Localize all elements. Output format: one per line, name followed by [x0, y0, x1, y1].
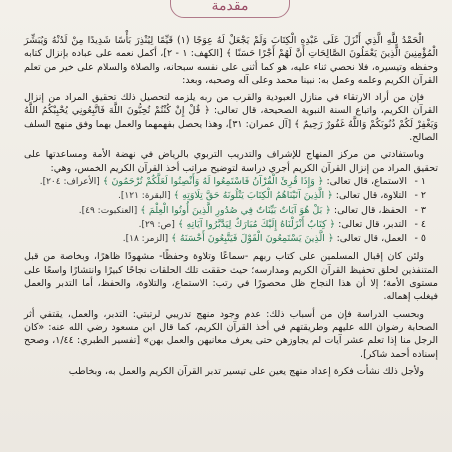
- opening-paragraph: الْحَمْدُ لِلَّهِ الَّذِي أَنْزَلَ عَلَى عَبْدِهِ الْكِتَابَ وَلَمْ يَجْعَلْ لَهُ عِوَجًا (١) قَيِّمًا لِيُنْذِرَ بَأْسًا شَدِيدًا مِنْ لَدُنْهُ وَيُبَشِّرَ الْمُؤْمِنِينَ الَّذِينَ يَعْمَلُونَ الصَّالِحَاتِ أَنَّ لَهُمْ أَجْرًا حَسَنًا ﴾ [الكهف: ١ - ٢]، أكمل نعمه على عباده بإنزال كتابه وحفظه وتيسيره، فلا نحصي ثناء عليه، هو كما أثنى على نفسه سبحانه، والصلاة والسلام على خير من تعلم القرآن الكريم وعلمه وعمل به: نبينا محمد وعلى آله وصحبه، وبعد:: [24, 35, 439, 86]
- chapter-title: مقدمة: [211, 0, 249, 14]
- list-item: ٢ - التلاوة، قال تعالى: ﴿ الَّذِينَ آتَيْنَاهُمُ الْكِتَابَ يَتْلُونَهُ حَقَّ تِلَاوَتِهِ ﴾ [البقرة: ١٢١].: [118, 190, 426, 202]
- paragraph-4: ولئن كان إقبال المسلمين على كتاب ربهم -سماعًا وتلاوة وحفظًا- مشهودًا ظاهرًا، وبخاصة من قبل المتنفذين لحلق تحفيظ القرآن الكريم ومدارسه؛ حيث حققت تلك الحلقات نجاحًا كبيرًا وانتشارًا واسعًا على مستوى الأمة؛ إلا أن هذا النجاح ظل محصورًا في رتب: الاستماع، والتلاوة، والحفظ، أما التدبر والعمل فيغلب إهماله.: [24, 251, 438, 303]
- paragraph-2: فإن من أراد الارتقاء في منازل العبودية والقرب من ربه يلزمه لتحصيل ذلك تحقيق المراد من إنزال القرآن الكريم، واتباع السنة النبوية الصحيحة، قال تعالى: ﴿ قُلْ إِنْ كُنْتُمْ تُحِبُّونَ اللَّهَ فَاتَّبِعُونِي يُحْبِبْكُمُ اللَّهُ وَيَغْفِرْ لَكُمْ ذُنُوبَكُمْ وَاللَّهُ غَفُورٌ رَحِيمٌ ﴾ [آل عمران: ٣١]، وهذا يحصل بفهمهما والعمل بهما وفق منهج السلف الصالح.: [24, 92, 438, 144]
- ranks-list: [24, 175, 438, 246]
- chapter-title-ornament: [170, 0, 290, 18]
- paragraph-3: وباستفادتي من مركز المنهاج للإشراف والتدريب التربوي بالرياض في نهضة الأمة ومساعدتها على تحقيق المراد من إنزال القرآن الكريم أجري دراسة لتوضيح مراتب أخذ القرآن الكريم الخمس، وهي:: [24, 149, 438, 174]
- page-body: [24, 34, 438, 378]
- list-item: ٥ - العمل، قال تعالى: ﴿ الَّذِينَ يَسْتَمِعُونَ الْقَوْلَ فَيَتَّبِعُونَ أَحْسَنَهُ ﴾ [الزمر: ١٨].: [122, 233, 426, 245]
- list-item: ٤ - التدبر، قال تعالى: ﴿ كِتَابٌ أَنْزَلْنَاهُ إِلَيْكَ مُبَارَكٌ لِيَدَّبَّرُوا آيَاتِهِ ﴾ [ص: ٢٩].: [138, 218, 426, 230]
- paragraph-5: وبحسب الدراسة فإن من أسباب ذلك: عدم وجود منهج تدريبي لرتبتي: التدبر، والعمل، يقتفي أثر الصحابة رضوان الله عليهم وطريقتهم في أخذ القرآن الكريم، كما قال ابن مسعود رضي الله عنه: «كان الرجل منا إذا تعلم عشر آيات لم يجاوزهن حتى يعرف معانيهن والعمل بهن» [تفسير الطبري: ١/٤٤، وصحح إسناده أحمد شاكر].: [24, 308, 438, 360]
- list-item: ٣ - الحفظ، قال تعالى: ﴿ بَلْ هُوَ آيَاتٌ بَيِّنَاتٌ فِي صُدُورِ الَّذِينَ أُوتُوا الْعِلْمَ ﴾ [العنكبوت: ٤٩].: [78, 204, 426, 216]
- list-item: ١ - الاستماع، قال تعالى: ﴿ وَإِذَا قُرِئَ الْقُرْآنُ فَاسْتَمِعُوا لَهُ وَأَنْصِتُوا لَعَلَّكُمْ تُرْحَمُونَ ﴾ [الأعراف: ٢٠٤].: [39, 175, 426, 187]
- paragraph-6: ولأجل ذلك نشأت فكرة إعداد منهج يعين على تيسير تدبر القرآن الكريم والعمل به، وبخاطب: [68, 365, 424, 377]
